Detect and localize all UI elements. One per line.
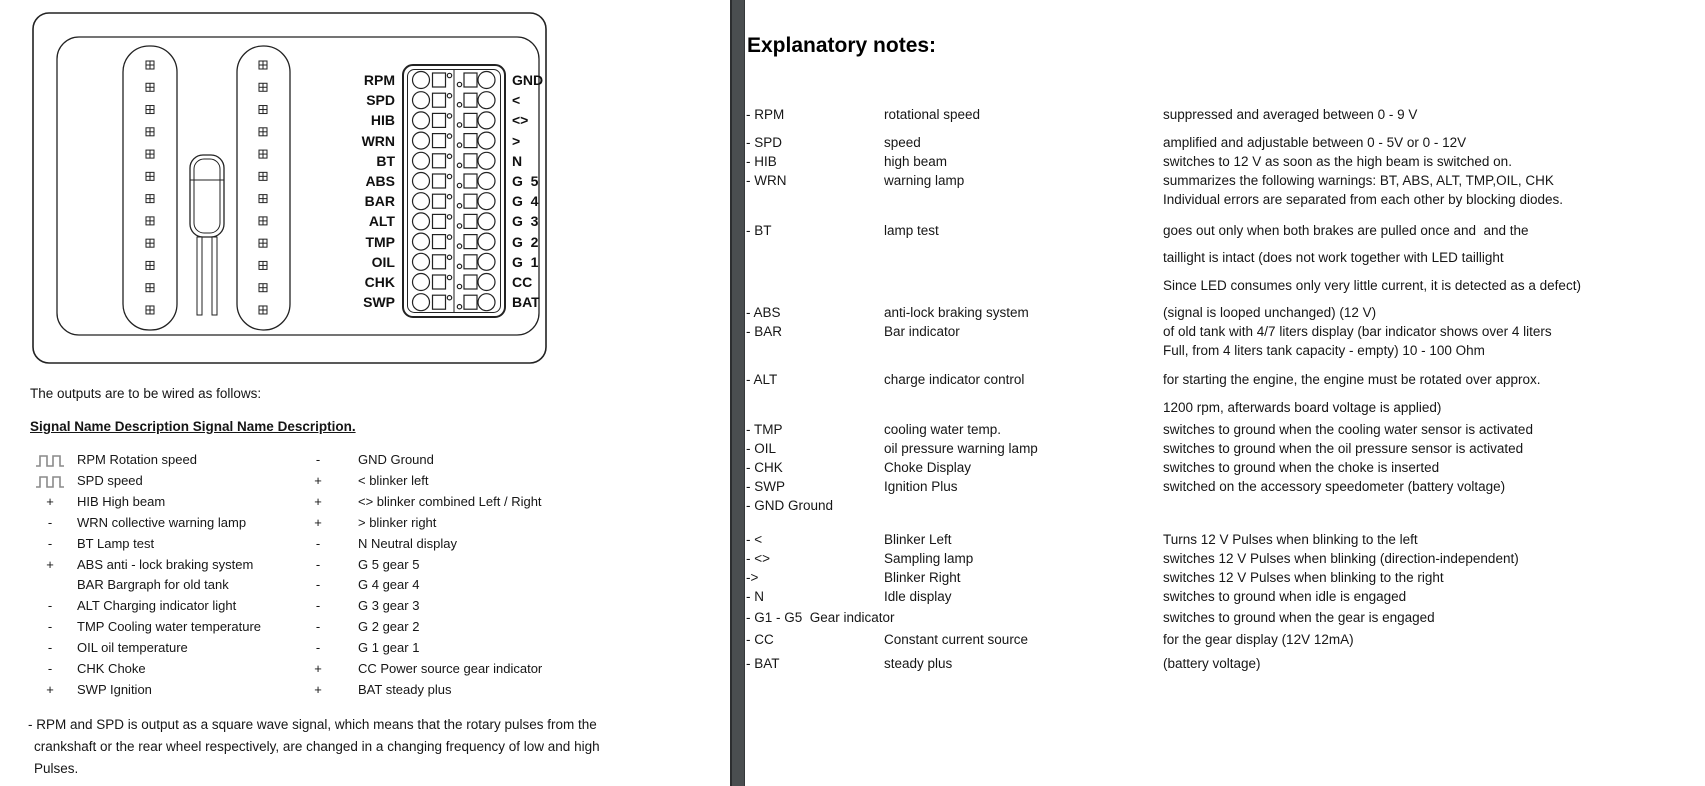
signal-polarity-marker: - [315,535,321,551]
signal-name-right: < blinker left [358,472,429,488]
signal-name-left: ABS anti - lock braking system [77,556,254,572]
note-text: 1200 rpm, afterwards board voltage is applied) [1163,400,1442,415]
note-signal: - ALT [746,372,778,387]
note-text: Turns 12 V Pulses when blinking to the left [1163,532,1418,547]
note-description: charge indicator control [884,372,1025,387]
pin-label-bar: BAR [364,193,395,210]
signal-polarity-marker: - [315,640,321,656]
pin-label-tmp: TMP [365,233,395,250]
signal-name-right: > blinker right [358,514,437,530]
note-text: switches to ground when idle is engaged [1163,589,1407,604]
note-text: (signal is looped unchanged) (12 V) [1163,305,1377,320]
signal-polarity-marker: + [46,493,54,509]
pin-label-rpm: RPM [363,72,395,88]
pin-label-g3: G 3 [512,213,539,230]
footnote-line: Pulses. [34,761,79,776]
page-divider [730,0,745,786]
pin-label-abs: ABS [365,173,395,189]
note-text: suppressed and averaged between 0 - 9 V [1163,107,1418,122]
transistor-symbol [190,155,224,315]
note-text: switches 12 V Pulses when blinking to the right [1163,570,1444,585]
pin-label-hib: HIB [370,112,395,129]
note-description: Bar indicator [884,324,960,339]
note-text: Full, from 4 liters tank capacity - empty) 10 - 100 Ohm [1163,343,1485,358]
signal-polarity-marker: - [47,535,53,551]
signal-name-right: BAT steady plus [358,681,452,697]
note-text: Since LED consumes only very little current, it is detected as a defect) [1163,278,1581,293]
note-signal: - WRN [746,173,787,188]
signal-polarity-marker: + [314,493,322,509]
note-text: summarizes the following warnings: BT, ABS, ALT, TMP,OIL, CHK [1163,173,1554,188]
pin-label-bat: BAT [512,294,540,311]
note-text: switches to ground when the oil pressure sensor is activated [1163,441,1524,456]
footnote-line: - RPM and SPD is output as a square wave signal, which means that the rotary pulses from the [28,717,597,732]
signal-polarity-marker [30,450,70,470]
signal-name-left: HIB High beam [77,493,166,509]
note-text: amplified and adjustable between 0 - 5V or 0 - 12V [1163,135,1467,150]
signal-polarity-marker: + [46,556,54,572]
note-signal: - TMP [746,422,783,437]
note-description: rotational speed [884,107,981,122]
note-text: switched on the accessory speedometer (battery voltage) [1163,479,1506,494]
signal-name-right: <> blinker combined Left / Right [358,493,542,509]
note-signal: - RPM [746,107,785,122]
note-text: of old tank with 4/7 liters display (bar indicator shows over 4 liters [1163,324,1552,339]
signal-name-right: G 2 gear 2 [358,619,420,635]
signal-name-left: RPM Rotation speed [77,452,197,467]
note-description: Blinker Right [884,570,961,585]
square-wave-icon [35,474,65,489]
note-description: lamp test [884,223,939,238]
wiring-table-header: Signal Name Description Signal Name Description. [30,419,356,434]
pin-label-swp: SWP [363,294,395,311]
signal-name-left: SWP Ignition [77,681,152,697]
signal-polarity-marker [30,471,70,491]
note-description: oil pressure warning lamp [884,441,1038,456]
note-text: switches 12 V Pulses when blinking (direction-independent) [1163,551,1519,566]
pin-label-<>: <> [512,112,529,129]
note-signal: - < [746,532,763,547]
pin-label-gnd: GND [512,72,544,88]
signal-polarity-marker: - [315,619,321,635]
signal-name-right: G 5 gear 5 [358,556,420,572]
signal-polarity-marker: - [47,598,53,614]
note-description: Blinker Left [884,532,952,547]
signal-polarity-marker: - [315,556,321,572]
note-text: taillight is intact (does not work together with LED taillight [1163,250,1504,265]
signal-name-right: GND Ground [358,452,434,467]
note-signal: - OIL [746,441,777,456]
signal-polarity-marker: - [315,577,321,593]
note-signal: - BAR [746,324,783,339]
signal-name-right: N Neutral display [358,535,457,551]
signal-name-right: G 1 gear 1 [358,640,420,656]
note-description: Ignition Plus [884,479,958,494]
signal-polarity-marker: - [47,619,53,635]
solder-pads [146,61,267,314]
signal-polarity-marker: + [46,681,54,697]
note-signal: - BT [746,223,772,238]
note-text: switches to 12 V as soon as the high beam is switched on. [1163,154,1512,169]
note-signal: - SWP [746,479,785,494]
note-description: Idle display [884,589,952,604]
note-signal: - GND Ground [746,498,834,513]
signal-polarity-marker: + [314,514,322,530]
signal-polarity-marker: + [314,661,322,676]
note-signal: - BAT [746,656,780,671]
note-description: high beam [884,154,948,169]
note-signal: - HIB [746,154,777,169]
note-text: for starting the engine, the engine must be rotated over approx. [1163,372,1541,387]
note-signal: - ABS [746,305,781,320]
intro-text: The outputs are to be wired as follows: [30,386,262,401]
signal-name-right: CC Power source gear indicator [358,661,543,676]
pin-label-wrn: WRN [361,132,395,149]
note-description: speed [884,135,921,150]
signal-name-left: OIL oil temperature [77,640,188,656]
pin-label-cc: CC [512,274,533,290]
signal-polarity-marker: - [47,661,53,676]
note-text: Individual errors are separated from each other by blocking diodes. [1163,192,1563,207]
signal-polarity-marker: - [47,640,53,656]
signal-name-left: CHK Choke [77,661,146,676]
note-signal: - <> [746,551,771,566]
pin-label-oil: OIL [371,253,395,270]
note-signal: - N [746,589,764,604]
note-description: cooling water temp. [884,422,1002,437]
terminal-block [403,65,505,317]
pin-label-alt: ALT [368,213,395,230]
pin-label-g1: G 1 [512,253,539,270]
note-description: warning lamp [884,173,965,188]
pin-label-spd: SPD [366,92,395,109]
footnote-line: crankshaft or the rear wheel respectively, are changed in a changing frequency of low and high [34,739,600,754]
signal-polarity-marker: - [47,514,53,530]
left-page [0,0,730,786]
note-description: Choke Display [884,460,972,475]
pin-label-bt: BT [376,152,395,169]
note-text: switches to ground when the choke is inserted [1163,460,1440,475]
signal-polarity-marker: + [314,472,322,488]
note-signal: - SPD [746,135,783,150]
signal-name-left: TMP Cooling water temperature [77,619,262,635]
note-description: Constant current source [884,632,1029,647]
signal-name-left: BT Lamp test [77,535,155,551]
signal-name-right: G 4 gear 4 [358,577,420,593]
note-signal: - CHK [746,460,783,475]
note-text: switches to ground when the gear is engaged [1163,610,1435,625]
pin-label-chk: CHK [364,274,395,290]
pin-label-<: < [512,92,521,109]
note-signal: - CC [746,632,774,647]
notes-heading: Explanatory notes: [747,34,937,57]
square-wave-icon [35,453,65,468]
note-text: for the gear display (12V 12mA) [1163,632,1354,647]
connector-line-art [30,10,550,370]
pin-label-g4: G 4 [512,193,539,210]
note-description: steady plus [884,656,953,671]
note-description: anti-lock braking system [884,305,1029,320]
pin-label-n: N [512,152,523,169]
signal-name-left: BAR Bargraph for old tank [77,577,229,593]
note-text: goes out only when both brakes are pulled once and and the [1163,223,1529,238]
connector-diagram [30,10,550,370]
note-description: Sampling lamp [884,551,974,566]
pin-label-g5: G 5 [512,173,539,189]
pin-label-g2: G 2 [512,233,539,250]
note-signal: - G1 - G5 Gear indicator [746,610,895,625]
signal-name-left: WRN collective warning lamp [77,514,247,530]
note-text: switches to ground when the cooling water sensor is activated [1163,422,1533,437]
signal-polarity-marker: - [315,598,321,614]
signal-polarity-marker: - [315,452,321,467]
signal-polarity-marker [30,575,70,595]
signal-name-left: ALT Charging indicator light [77,598,237,614]
note-text: (battery voltage) [1163,656,1261,671]
signal-polarity-marker: + [314,681,322,697]
signal-name-left: SPD speed [77,472,143,488]
pin-label->: > [512,132,521,149]
note-signal: -> [746,570,759,585]
signal-name-right: G 3 gear 3 [358,598,420,614]
